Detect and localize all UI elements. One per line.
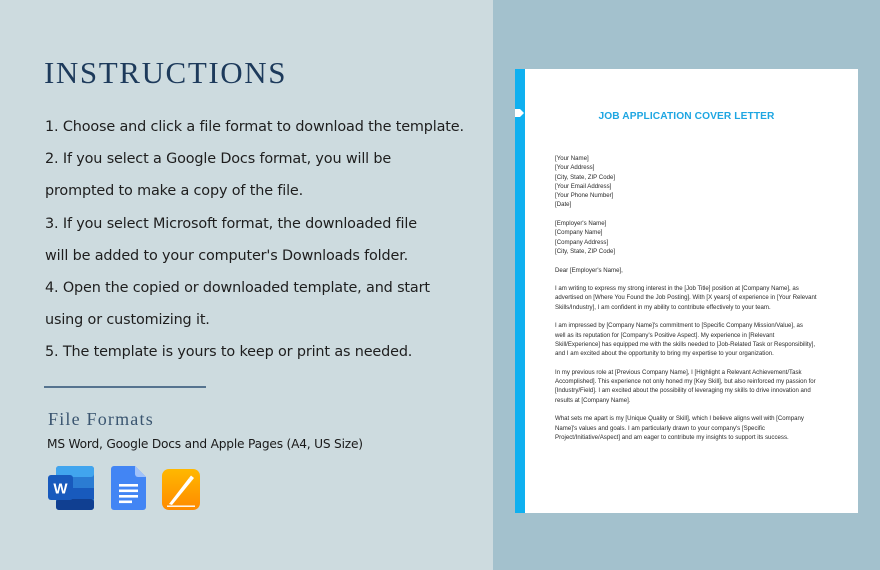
sender-line: [Your Email Address]: [555, 182, 612, 190]
file-formats-heading: File Formats: [48, 409, 154, 429]
accent-stripe: [515, 69, 525, 513]
notch-icon: [515, 108, 525, 118]
paragraph-line: Accomplished]. This experience not only honed my [Key Skill], but also reinforced my passion for: [555, 378, 816, 386]
paragraph-line: Name]'s values and goals. I am particularly drawn to your company's [Specific: [555, 424, 765, 432]
salutation-line: Dear [Employer's Name],: [555, 266, 623, 274]
instruction-step: 2. If you select a Google Docs format, you will be: [45, 151, 392, 168]
google-docs-icon[interactable]: [111, 466, 146, 510]
instruction-step: prompted to make a copy of the file.: [45, 183, 304, 200]
recipient-line: [City, State, ZIP Code]: [555, 247, 616, 255]
paragraph: [555, 321, 825, 358]
instruction-step: will be added to your computer's Downloads folder.: [45, 247, 409, 264]
paragraph-line: I am writing to express my strong interest in the [Job Title] position at [Company Name], as: [555, 285, 799, 293]
recipient-line: [Employer's Name]: [555, 220, 607, 228]
apple-pages-icon[interactable]: [162, 469, 200, 510]
paragraph: [555, 414, 825, 442]
sender-line: [City, State, ZIP Code]: [555, 173, 616, 181]
sender-block: [555, 154, 825, 210]
letter-body: [555, 154, 825, 452]
instruction-step: 5. The template is yours to keep or print as needed.: [45, 344, 413, 361]
sender-line: [Your Address]: [555, 164, 595, 172]
svg-text:W: W: [53, 480, 68, 498]
sender-line: [Your Phone Number]: [555, 192, 614, 200]
paragraph-line: Skills/Industry], I am confident in my ability to contribute effectively to your team.: [555, 303, 771, 311]
paragraph-line: Project/Initiative/Aspect] and am eager to contribute my insights to support its success.: [555, 433, 789, 441]
sender-line: [Your Name]: [555, 155, 589, 162]
paragraph-line: well as its reputation for [Company's Positive Aspect]. My experience in [Relevant: [555, 331, 775, 339]
paragraph-line: [Industry/Field]. I am excited about the possibility of leveraging my skills to drive innovation and: [555, 387, 811, 395]
paragraph-line: Skill/Experience] has equipped me with the skills needed to [Job-Related Task or Responsibility],: [555, 340, 816, 348]
paragraph-line: advertised on [Where You Found the Job Posting]. With [X years] of experience in [Your Relevant: [555, 294, 817, 302]
instruction-step: 4. Open the copied or downloaded template, and start: [45, 280, 430, 297]
instructions-heading: INSTRUCTIONS: [44, 55, 288, 90]
instruction-step: 3. If you select Microsoft format, the downloaded file: [45, 215, 417, 232]
section-divider: [44, 386, 206, 388]
paragraph-line: I am impressed by [Company Name]'s commitment to [Specific Company Mission/Value], as: [555, 322, 803, 330]
salutation: [555, 266, 825, 275]
instructions-list: [45, 111, 464, 369]
word-icon[interactable]: [48, 466, 94, 510]
sender-line: [Date]: [555, 201, 572, 209]
document-title: JOB APPLICATION COVER LETTER: [598, 111, 775, 122]
paragraph: [555, 368, 825, 405]
recipient-line: [Company Name]: [555, 229, 603, 237]
recipient-block: [555, 219, 825, 256]
instruction-step: using or customizing it.: [45, 312, 210, 329]
instruction-step: 1. Choose and click a file format to download the template.: [45, 119, 464, 135]
recipient-line: [Company Address]: [555, 238, 609, 246]
paragraph-line: and I am excited about the opportunity to bring my expertise to your organization.: [555, 350, 774, 358]
paragraph: [555, 284, 825, 312]
paragraph-line: results at [Company Name].: [555, 396, 631, 404]
paragraph-line: What sets me apart is my [Unique Quality or Skill], which I believe aligns well with [Company: [555, 415, 804, 423]
paragraph-line: In my previous role at [Previous Company Name], I [Highlight a Relevant Achievement/Task: [555, 368, 802, 376]
file-formats-description: MS Word, Google Docs and Apple Pages (A4, US Size): [47, 437, 363, 451]
document-preview: [515, 69, 858, 513]
